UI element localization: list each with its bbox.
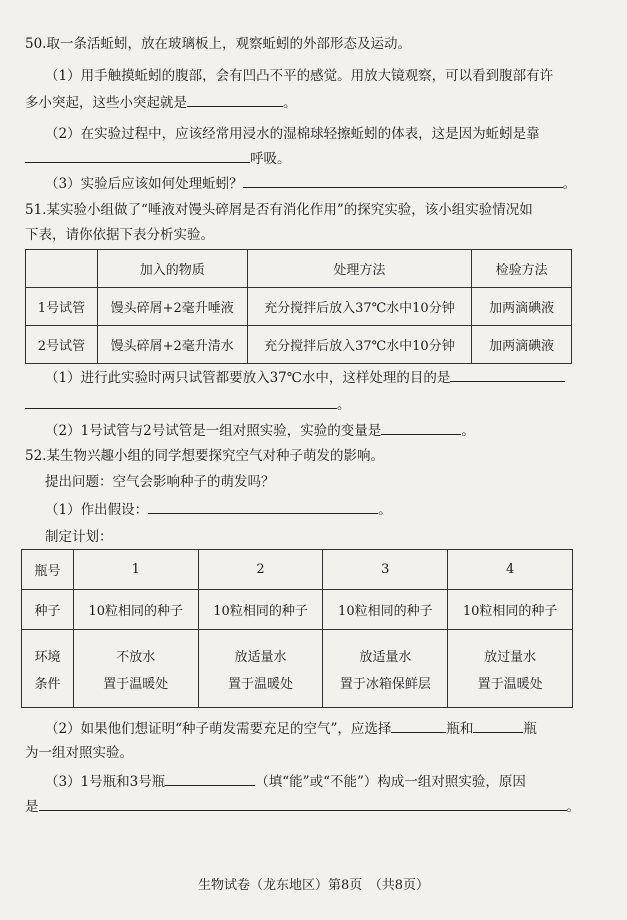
q50-part2-line2 — [25, 148, 291, 169]
env-place: 置于温暖处 — [103, 676, 169, 692]
q52-plan-label: 制定计划： — [45, 529, 113, 545]
q51-part2-end: 。 — [461, 423, 475, 439]
answer-blank[interactable] — [381, 420, 461, 435]
q52-part3-end: 。 — [566, 799, 580, 815]
q52-part2-text-b: 瓶和 — [446, 721, 474, 737]
q50-part3 — [45, 173, 576, 194]
q51-stem-line2: 下表，请你依据下表分析实验。 — [25, 227, 214, 243]
env-place: 置于温暖处 — [228, 676, 294, 692]
table-cell: 充分搅拌后放入37℃水中10分钟 — [247, 326, 472, 364]
answer-blank[interactable] — [165, 771, 255, 786]
q51-part1-line1 — [45, 367, 565, 388]
answer-blank[interactable] — [243, 173, 563, 188]
q51-experiment-table — [25, 249, 572, 364]
q52-part3-line1 — [45, 771, 526, 792]
table-cell: 10粒相同的种子 — [73, 590, 198, 630]
q51-part2 — [45, 420, 475, 441]
table-header-cell: 4 — [448, 550, 573, 590]
q52-part2-line2: 为一组对照实验。 — [25, 745, 133, 761]
table-header-cell: 处理方法 — [247, 250, 472, 288]
env-place: 置于温暖处 — [477, 676, 543, 692]
q51-part1-text: （1）进行此实验时两只试管都要放入37℃水中，这样处理的目的是 — [45, 370, 451, 386]
env-water: 放适量水 — [234, 649, 287, 665]
q50-part2-line1: （2）在实验过程中，应该经常用浸水的湿棉球轻擦蚯蚓的体表，这是因为蚯蚓是靠 — [45, 126, 540, 142]
env-water: 不放水 — [116, 649, 156, 665]
answer-blank[interactable] — [187, 92, 283, 107]
q52-part1-text: （1）作出假设： — [45, 502, 149, 518]
answer-blank[interactable] — [473, 718, 523, 733]
q50-part3-end: 。 — [562, 176, 577, 192]
env-place: 置于冰箱保鲜层 — [339, 676, 431, 692]
table-row-label — [22, 630, 74, 708]
table-cell: 10粒相同的种子 — [198, 590, 323, 630]
env-water: 放适量水 — [359, 649, 412, 665]
table-header-cell: 2 — [198, 550, 323, 590]
q50-part2-end: 呼吸。 — [250, 151, 291, 167]
table-cell — [448, 630, 573, 708]
answer-blank[interactable] — [148, 499, 378, 514]
q52-stem: 52.某生物兴趣小组的同学想要探究空气对种子萌发的影响。 — [25, 448, 384, 464]
q50-part1-text: 多小突起，这些小突起就是 — [25, 95, 187, 111]
q52-part1-end: 。 — [378, 502, 392, 518]
q52-part1 — [45, 499, 392, 520]
table-cell: 充分搅拌后放入37℃水中10分钟 — [247, 288, 472, 326]
answer-blank[interactable] — [39, 796, 567, 811]
q52-part2-line1 — [45, 718, 537, 739]
q52-part2-text-c: 瓶 — [523, 721, 537, 737]
q51-part1-line2 — [25, 394, 351, 415]
q50-part1-end: 。 — [283, 95, 297, 111]
q52-part2-text-a: （2）如果他们想证明“种子萌发需要充足的空气”，应选择 — [45, 721, 392, 737]
answer-blank[interactable] — [25, 148, 250, 163]
table-cell — [73, 630, 198, 708]
table-header-cell: 1 — [73, 550, 198, 590]
q52-question: 提出问题：空气会影响种子的萌发吗？ — [45, 474, 275, 490]
table-row-label: 种子 — [22, 590, 74, 630]
table-cell: 2号试管 — [26, 326, 98, 364]
table-header-cell: 瓶号 — [22, 550, 74, 590]
q50-part1-line1: （1）用手触摸蚯蚓的腹部，会有凹凸不平的感觉。用放大镜观察，可以看到腹部有许 — [45, 68, 554, 84]
q52-part3-line2 — [25, 796, 580, 817]
env-label-line1: 环境 — [34, 649, 61, 665]
q51-part1-end: 。 — [337, 397, 351, 413]
table-cell: 馒头碎屑+2毫升唾液 — [97, 288, 247, 326]
env-water: 放过量水 — [484, 649, 537, 665]
table-cell: 馒头碎屑+2毫升清水 — [97, 326, 247, 364]
q52-seed-table — [21, 549, 573, 708]
answer-blank[interactable] — [450, 367, 565, 382]
table-header-cell: 检验方法 — [472, 250, 572, 288]
q52-part3-text-line2: 是 — [25, 799, 39, 815]
table-cell: 1号试管 — [26, 288, 98, 326]
table-cell: 10粒相同的种子 — [323, 590, 448, 630]
table-cell — [198, 630, 323, 708]
env-label-line2: 条件 — [34, 676, 61, 692]
q52-part3-text-b: （填“能”或“不能”）构成一组对照实验，原因 — [255, 774, 526, 790]
table-cell — [323, 630, 448, 708]
q50-stem: 50.取一条活蚯蚓，放在玻璃板上，观察蚯蚓的外部形态及运动。 — [25, 36, 411, 52]
page-footer: 生物试卷（龙东地区）第8页 （共8页） — [197, 878, 430, 893]
q50-part3-text: （3）实验后应该如何处理蚯蚓？ — [45, 176, 243, 192]
table-header-cell — [26, 250, 98, 288]
answer-blank[interactable] — [391, 718, 446, 733]
table-cell: 加两滴碘液 — [472, 326, 572, 364]
table-header-cell: 加入的物质 — [97, 250, 247, 288]
q51-part2-text: （2）1号试管与2号试管是一组对照实验，实验的变量是 — [45, 423, 382, 439]
answer-blank[interactable] — [25, 394, 337, 409]
table-cell: 10粒相同的种子 — [448, 590, 573, 630]
q50-part1-line2 — [25, 92, 297, 113]
q52-part3-text-a: （3）1号瓶和3号瓶 — [45, 774, 166, 790]
table-cell: 加两滴碘液 — [472, 288, 572, 326]
q51-stem-line1: 51.某实验小组做了“唾液对馒头碎屑是否有消化作用”的探究实验，该小组实验情况如 — [25, 202, 533, 218]
table-header-cell: 3 — [323, 550, 448, 590]
